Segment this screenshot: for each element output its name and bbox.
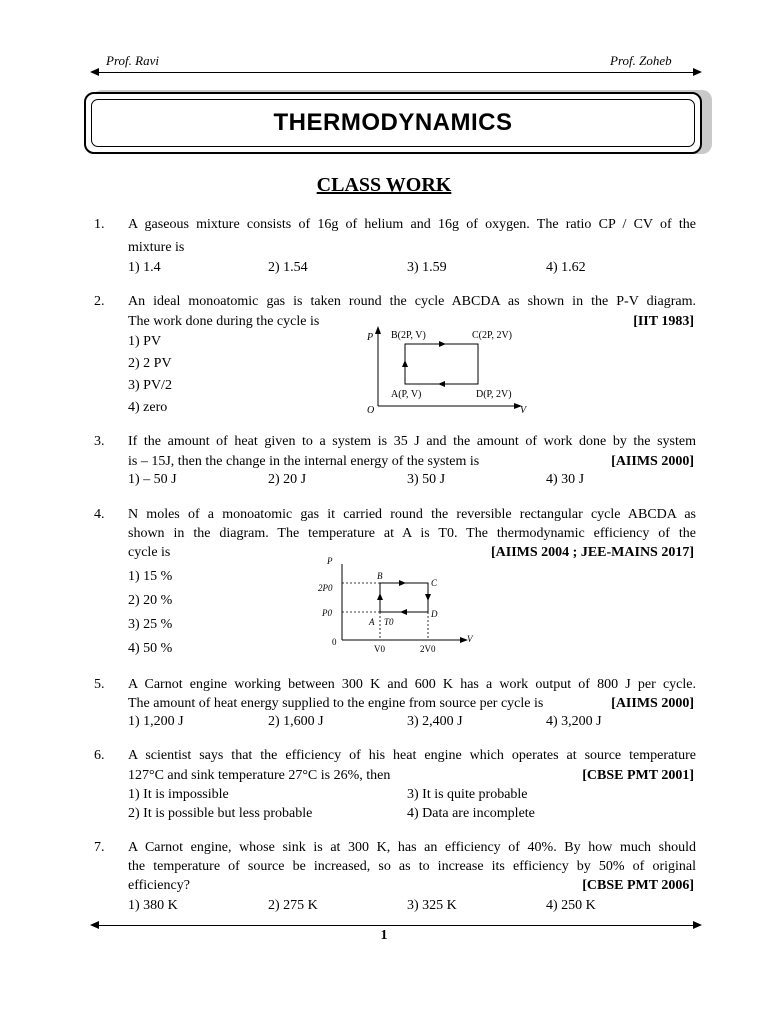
question-6-option-2: 2) It is possible but less probable [128,806,313,821]
question-1-line-1: A gaseous mixture consists of 16g of helium and 16g of oxygen. The ratio CP / CV of the [128,217,696,232]
question-4-option-3: 3) 25 % [128,617,173,632]
question-7-line-1: A Carnot engine, whose sink is at 300 K, has an efficiency of 40%. By how much should [128,840,696,855]
q2-label-a: A(P, V) [391,389,422,400]
question-4-line-1: N moles of a monoatomic gas it carried round the reversible rectangular cycle ABCDA as [128,507,696,522]
q4-label-p0: P0 [322,608,332,618]
q4-label-c: C [431,578,438,588]
question-7-source: [CBSE PMT 2006] [582,878,694,893]
question-4-source: [AIIMS 2004 ; JEE-MAINS 2017] [491,545,694,560]
question-7-option-1: 1) 380 K [128,898,178,913]
question-5-option-4: 4) 3,200 J [546,714,602,729]
page-number: 1 [380,928,388,943]
header-rule-right-arrow [693,68,702,76]
question-7-option-4: 4) 250 K [546,898,596,913]
question-5-line-2: The amount of heat energy supplied to the engine from source per cycle is [128,696,544,711]
question-3-option-3: 3) 50 J [407,472,446,487]
question-7-option-3: 3) 325 K [407,898,457,913]
question-7-number: 7. [94,840,105,855]
question-3-line-1: If the amount of heat given to a system is 35 J and the amount of work done by the system [128,434,696,449]
question-5-option-1: 1) 1,200 J [128,714,184,729]
q2-arrow-left [402,360,408,367]
q4-label-zero: 0 [332,637,337,647]
question-2-option-3: 3) PV/2 [128,378,172,393]
q2-arrow-top [439,341,446,347]
title-banner [84,92,702,154]
q2-p-axis-arrow [375,326,381,334]
question-5-source: [AIIMS 2000] [611,696,694,711]
question-4-option-1: 1) 15 % [128,569,173,584]
q4-arrow-top [399,580,406,586]
question-7-option-2: 2) 275 K [268,898,318,913]
question-3-option-4: 4) 30 J [546,472,585,487]
title-banner-inner [91,99,695,147]
question-7-line-3: efficiency? [128,878,190,893]
question-2-source: [IIT 1983] [633,314,694,329]
question-3-number: 3. [94,434,105,449]
q2-label-o: O [367,405,375,416]
q4-cycle-rectangle [380,583,428,612]
question-2-option-4: 4) zero [128,400,168,415]
question-6-number: 6. [94,748,105,763]
section-heading-text: CLASS WORK [316,174,452,196]
question-3-option-1: 1) – 50 J [128,472,177,487]
q4-label-v: V [467,634,473,644]
q4-label-2v0: 2V0 [420,644,436,654]
page-title: THERMODYNAMICS [273,109,513,136]
q4-arrow-bottom [400,609,407,615]
question-6-option-4: 4) Data are incomplete [407,806,535,821]
question-3-option-2: 2) 20 J [268,472,307,487]
question-6-source: [CBSE PMT 2001] [582,768,694,783]
question-6-option-1: 1) It is impossible [128,787,229,802]
q2-cycle-rectangle [405,344,478,384]
question-4-option-4: 4) 50 % [128,641,173,656]
question-4-line-3: cycle is [128,545,171,560]
question-6-line-1: A scientist says that the efficiency of his heat engine which operates at source temperature [128,748,696,763]
q4-label-t0: T0 [384,617,394,627]
question-2-line-1: An ideal monoatomic gas is taken round the cycle ABCDA as shown in the P-V diagram. [128,294,696,309]
footer-rule [96,925,696,926]
question-6-option-3: 3) It is quite probable [407,787,528,802]
question-3-source: [AIIMS 2000] [611,454,694,469]
question-3-line-2: is – 15J, then the change in the internal energy of the system is [128,454,480,469]
question-7-line-2: the temperature of source be increased, so as to increase its efficiency by 50% of original [128,859,696,874]
section-heading [0,174,768,197]
question-6-line-2: 127°C and sink temperature 27°C is 26%, then [128,768,391,783]
question-2-line-2: The work done during the cycle is [128,314,320,329]
q4-label-a: A [369,617,375,627]
q2-label-d: D(P, 2V) [476,389,512,400]
question-5-option-3: 3) 2,400 J [407,714,463,729]
q2-arrow-bottom [438,381,445,387]
q2-label-c: C(2P, 2V) [472,330,513,341]
header-right-author: Prof. Zoheb [610,53,672,68]
q4-label-d: D [431,609,438,619]
question-2-option-2: 2) 2 PV [128,356,172,371]
pv-diagram-q2 [360,326,540,418]
q4-label-b: B [377,571,383,581]
question-1-option-3: 3) 1.59 [407,260,447,275]
header-rule-left-arrow [90,68,99,76]
question-5-option-2: 2) 1,600 J [268,714,324,729]
q4-label-2p0: 2P0 [318,583,333,593]
question-5-number: 5. [94,677,105,692]
question-4-option-2: 2) 20 % [128,593,173,608]
q2-label-p: P [367,332,374,343]
question-1-line-2: mixture is [128,240,185,255]
question-2-option-1: 1) PV [128,334,162,349]
question-1-option-2: 2) 1.54 [268,260,308,275]
header-rule [96,72,696,73]
pv-diagram-q4 [310,554,480,656]
question-1-option-1: 1) 1.4 [128,260,161,275]
question-5-line-1: A Carnot engine working between 300 K and 600 K has a work output of 800 J per cycle. [128,677,696,692]
q4-arrow-left [377,593,383,600]
q2-label-v: V [520,405,527,416]
question-1-option-4: 4) 1.62 [546,260,586,275]
q4-label-p: P [327,556,333,566]
q2-label-b: B(2P, V) [391,330,426,341]
question-2-number: 2. [94,294,105,309]
q4-label-v0: V0 [374,644,385,654]
header-left-author: Prof. Ravi [106,53,159,68]
question-1-number: 1. [94,217,105,232]
question-4-number: 4. [94,507,105,522]
question-4-line-2: shown in the diagram. The temperature at A is T0. The thermodynamic efficiency of the [128,526,696,541]
q4-arrow-right [425,594,431,601]
